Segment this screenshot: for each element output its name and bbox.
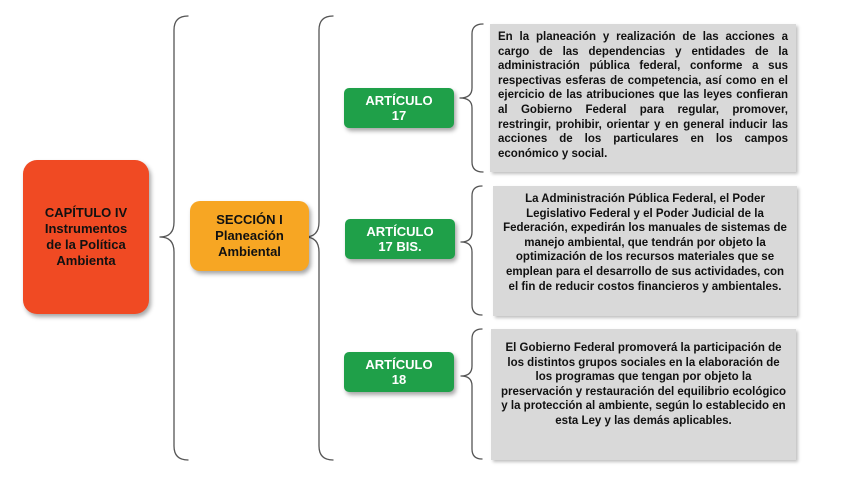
section-title xyxy=(215,212,284,260)
article-17-bis-box xyxy=(345,219,455,259)
article-18-box xyxy=(344,352,454,392)
brace-section-to-articles xyxy=(305,16,333,460)
article-label: ARTÍCULO xyxy=(365,357,433,372)
brace-chapter-to-section xyxy=(160,16,188,460)
section-line: Ambiental xyxy=(218,244,281,259)
chapter-line: Instrumentos xyxy=(44,221,128,236)
article-number: 18 xyxy=(391,372,407,387)
article-label: ARTÍCULO xyxy=(366,224,434,239)
chapter-line: Ambienta xyxy=(56,253,116,268)
article-17-description: En la planeación y realización de las acciones a cargo de las dependencias y entidades de la administración pública federal, conforme a sus respectivas esferas de competencia, así como en el ejercicio de las atribuciones que las leyes confieran al Gobierno Federal para regular, promover, restringir, prohibir, orientar y en general inducir las acciones de los particulares en los campos económico y social. xyxy=(490,24,796,172)
article-17-bis-description: La Administración Pública Federal, el Poder Legislativo Federal y el Poder Judicial de la Federación, expedirán los manuales de sistemas de manejo ambiental, que tendrán por objeto la optimización de los recursos materiales que se emplean para el desarrollo de sus actividades, con el fin de reducir costos financieros y ambientales. xyxy=(493,186,797,316)
chapter-title xyxy=(45,205,127,269)
article-number: 17 xyxy=(391,108,407,123)
chapter-line: de la Política xyxy=(46,237,126,252)
brace-article-17 xyxy=(460,24,483,172)
section-line: SECCIÓN I xyxy=(216,212,283,227)
section-line: Planeación xyxy=(215,228,284,243)
article-label: ARTÍCULO xyxy=(365,93,433,108)
chapter-line: CAPÍTULO IV xyxy=(44,205,128,220)
article-18-description: El Gobierno Federal promoverá la participación de los distintos grupos sociales en la elaboración de los programas que tengan por objeto la preservación y restauración del equilibrio ecológico y la protección al ambiente, según lo establecido en esta Ley y las demás aplicables. xyxy=(491,329,796,460)
article-number: 17 BIS. xyxy=(378,239,422,254)
brace-article-18 xyxy=(461,329,482,459)
brace-article-17-bis xyxy=(461,186,482,315)
chapter-box xyxy=(23,160,149,314)
section-box xyxy=(190,201,309,271)
article-17-box xyxy=(344,88,454,128)
